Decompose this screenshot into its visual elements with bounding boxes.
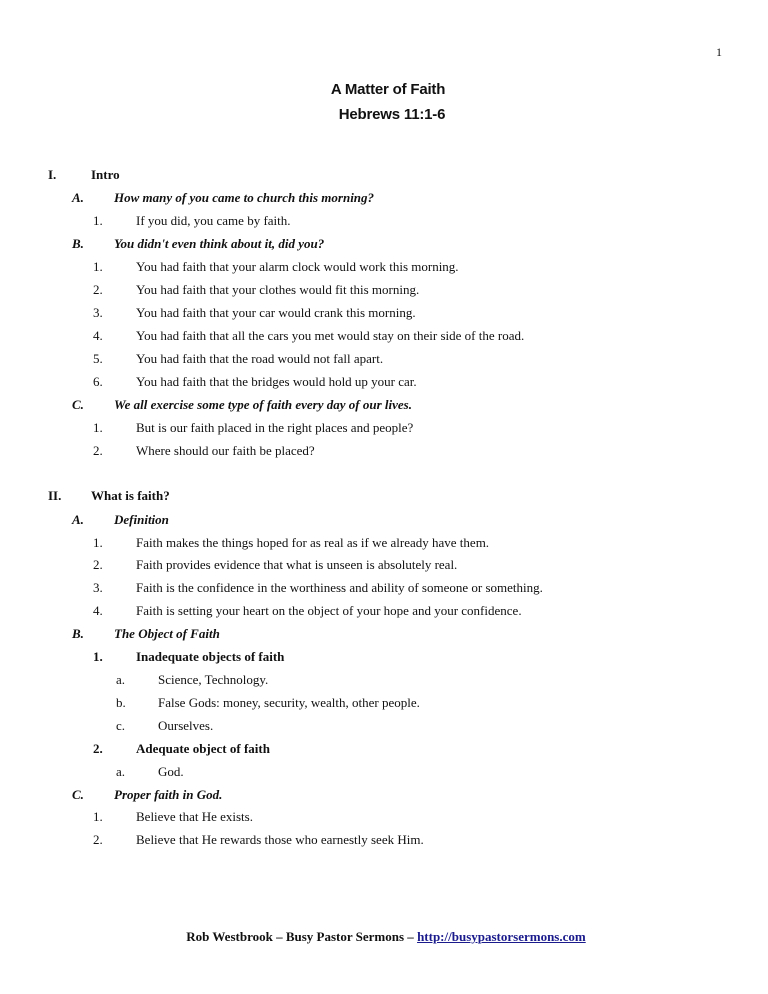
outline-point: The Object of Faith	[114, 626, 220, 641]
list-marker: b.	[116, 695, 126, 710]
page-number: 1	[716, 45, 722, 59]
list-item: You had faith that your clothes would fit this morning.	[136, 282, 420, 297]
list-marker: 2.	[93, 282, 103, 297]
list-marker: 3.	[93, 580, 103, 595]
list-item: Believe that He rewards those who earnestly seek Him.	[136, 832, 424, 847]
footer-link[interactable]: http://busypastorsermons.com	[417, 929, 586, 944]
section-number: II.	[48, 488, 62, 503]
list-item: You had faith that the road would not fall apart.	[136, 351, 384, 366]
outline-marker: A.	[72, 512, 84, 527]
list-marker: 1.	[93, 535, 103, 550]
outline-marker: A.	[72, 190, 84, 205]
list-marker: c.	[116, 718, 126, 733]
list-item: You had faith that your car would crank this morning.	[136, 305, 416, 320]
outline-marker: B.	[72, 626, 84, 641]
list-marker: 4.	[93, 328, 103, 343]
list-item: But is our faith placed in the right places and people?	[136, 420, 414, 435]
list-marker: 3.	[93, 305, 103, 320]
list-marker: a.	[116, 672, 126, 687]
list-item: Where should our faith be placed?	[136, 443, 315, 458]
outline-point: Definition	[114, 512, 169, 527]
section-heading: What is faith?	[91, 488, 170, 503]
list-marker: a.	[116, 764, 126, 779]
outline-marker: C.	[72, 787, 84, 802]
outline-point: Proper faith in God.	[114, 787, 223, 802]
list-item: You had faith that your alarm clock would work this morning.	[136, 259, 459, 274]
outline-marker: C.	[72, 397, 84, 412]
list-marker: 2.	[93, 557, 103, 572]
footer	[0, 929, 768, 945]
list-item: Faith is the confidence in the worthiness and ability of someone or something.	[136, 580, 543, 595]
outline-point: We all exercise some type of faith every day of our lives.	[114, 397, 412, 412]
list-marker: 1.	[93, 259, 103, 274]
list-item: Ourselves.	[158, 718, 214, 733]
outline-marker: B.	[72, 236, 84, 251]
subpoint-heading: Inadequate objects of faith	[136, 649, 285, 664]
list-marker: 2.	[93, 832, 103, 847]
list-item: Faith makes the things hoped for as real as if we already have them.	[136, 535, 490, 550]
section-heading: Intro	[91, 167, 120, 182]
list-marker: 1.	[93, 213, 103, 228]
list-item: You had faith that all the cars you met would stay on their side of the road.	[136, 328, 525, 343]
section-number: I.	[48, 167, 57, 182]
list-marker: 4.	[93, 603, 103, 618]
list-item: God.	[158, 764, 184, 779]
list-item: False Gods: money, security, wealth, other people.	[158, 695, 420, 710]
list-item: Faith is setting your heart on the object of your hope and your confidence.	[136, 603, 522, 618]
page-title: A Matter of Faith	[330, 81, 446, 98]
subpoint-marker: 1.	[93, 649, 103, 664]
list-item: Science, Technology.	[158, 672, 269, 687]
outline-point: You didn't even think about it, did you?	[114, 236, 325, 251]
list-item: You had faith that the bridges would hold up your car.	[136, 374, 417, 389]
list-item: If you did, you came by faith.	[136, 213, 291, 228]
list-marker: 1.	[93, 420, 103, 435]
subpoint-heading: Adequate object of faith	[136, 741, 270, 756]
subpoint-marker: 2.	[93, 741, 103, 756]
list-marker: 2.	[93, 443, 103, 458]
list-marker: 1.	[93, 809, 103, 824]
list-marker: 5.	[93, 351, 103, 366]
footer-credit: Rob Westbrook – Busy Pastor Sermons –	[186, 929, 418, 944]
list-item: Believe that He exists.	[136, 809, 253, 824]
list-marker: 6.	[93, 374, 103, 389]
page-subtitle: Hebrews 11:1-6	[338, 106, 446, 123]
outline-point: How many of you came to church this morning?	[114, 190, 375, 205]
list-item: Faith provides evidence that what is unseen is absolutely real.	[136, 557, 458, 572]
